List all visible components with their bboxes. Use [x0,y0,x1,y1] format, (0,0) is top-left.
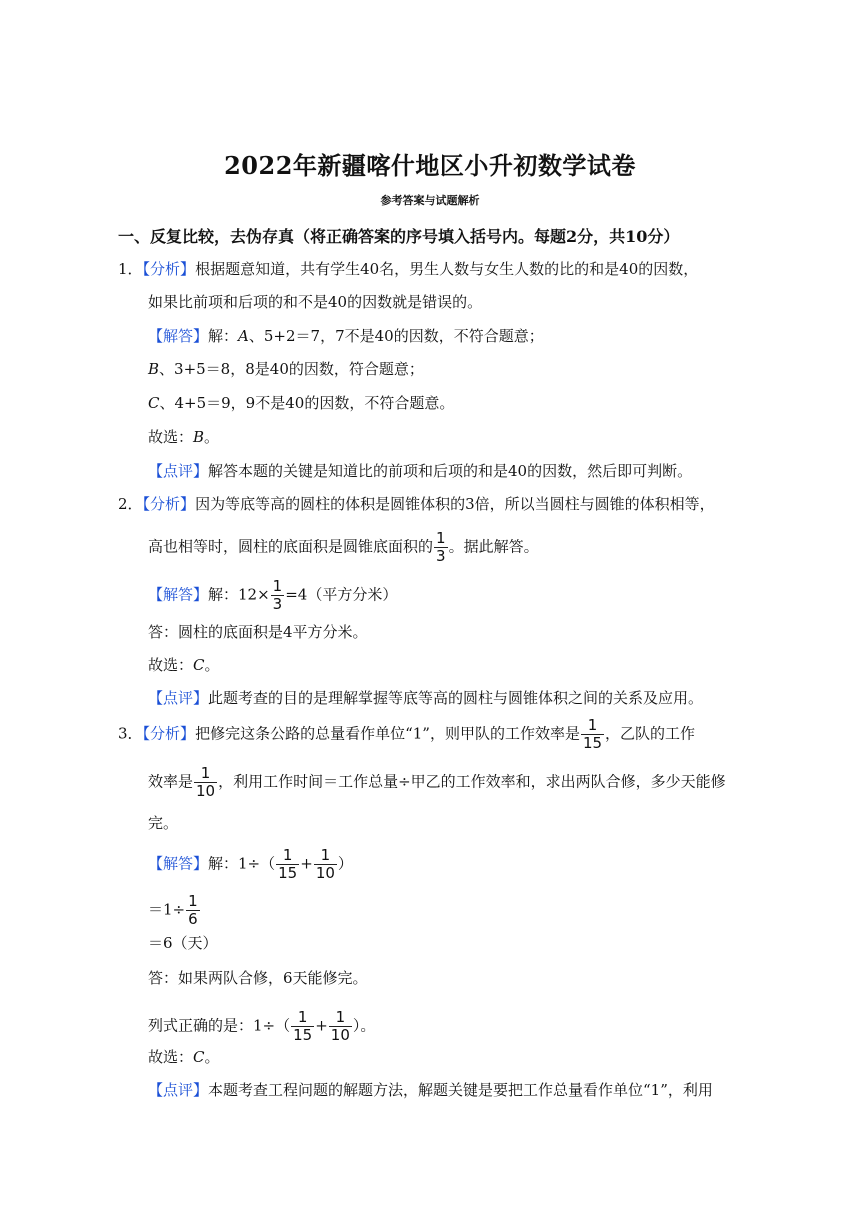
q2-choice-line [148,655,220,675]
q3-choice-line [148,1047,220,1067]
q3-line2-b: ，利用工作时间＝工作总量÷甲乙的工作效率和，求出两队合修，多少天能修 [218,772,726,791]
q1-analysis-text: 根据题意知道，共有学生40名，男生人数与女生人数的比的和是40的因数， [195,260,699,278]
q2-comment-tag: 【点评】 [148,689,209,707]
page-title: 2022年新疆喀什地区小升初数学试卷 [224,151,636,180]
q3-answer-tag: 【解答】 [148,854,209,873]
q3-formula-line [148,1009,375,1044]
q3-analysis-a: 把修完这条公路的总量看作单位“1”，则甲队的工作效率是 [195,724,580,743]
q3-plus: + [300,854,313,873]
fraction-one-sixth: $\frac{1}{6}$ [188,892,198,928]
q3-number: 3． [118,724,143,743]
q1-analysis-tag: 【分析】 [142,260,196,278]
q2-choice-prefix: 故选： [148,656,194,674]
q1-analysis-line-2: 如果比前项和后项的和不是40的因数就是错误的。 [148,293,483,311]
q2-analysis-text-2b: 。据此解答。 [448,537,539,556]
section-heading: 一、反复比较，去伪存真（将正确答案的序号填入括号内。每题2分，共10分） [118,227,680,246]
q3-analysis-tag: 【分析】 [142,724,196,743]
q3-formula-plus: + [315,1016,328,1035]
page-subtitle: 参考答案与试题解析 [380,194,480,207]
q3-comment-text: 本题考查工程问题的解题方法，解题关键是要把工作总量看作单位“1”，利用 [208,1081,713,1099]
q3-analysis-line-3: 完。 [148,814,179,832]
q1-option-b-line [148,359,424,379]
q3-analysis-b: ，乙队的工作 [605,724,696,743]
q2-analysis-tag: 【分析】 [142,495,196,513]
q1-option-b-text: 、3+5＝8，8是40的因数，符合题意； [159,360,424,378]
q1-option-c-letter: C [148,394,160,412]
q1-number: 1． [118,260,143,278]
q3-choice-letter: C [193,1048,205,1066]
q3-step-2 [148,893,201,928]
q3-answer-line: 答：如果两队合修，6天能修完。 [148,969,368,987]
q2-answer-tag: 【解答】 [148,585,209,604]
fraction-one-tenth-formula: $\frac{1}{10}$ [330,1008,350,1044]
fraction-one-tenth-solution: $\frac{1}{10}$ [315,846,335,882]
q1-analysis-line [118,259,698,279]
q3-choice-end: 。 [204,1048,220,1066]
q2-analysis-line-2 [148,530,539,565]
q3-comment-tag: 【点评】 [148,1081,209,1099]
q1-comment-text: 解答本题的关键是知道比的前项和后项的和是40的因数，然后即可判断。 [208,462,693,480]
q3-formula-a: 列式正确的是：1÷（ [148,1016,291,1035]
q2-comment-line [148,688,703,708]
q2-comment-text: 此题考查的目的是理解掌握等底等高的圆柱与圆锥体积之间的关系及应用。 [208,689,704,707]
q3-step-3: ＝6（天） [148,934,218,952]
q2-analysis-line [118,494,715,514]
q3-comment-line [148,1080,713,1100]
q2-answer-line: 答：圆柱的底面积是4平方分米。 [148,623,368,641]
fraction-one-fifteenth: $\frac{1}{15}$ [582,716,603,752]
fraction-one-third: $\frac{1}{3}$ [436,529,446,565]
q2-number: 2． [118,495,143,513]
q2-solution-b: =4（平方分米） [285,585,398,604]
fraction-one-third-solution: $\frac{1}{3}$ [272,577,283,613]
q1-answer-tag: 【解答】 [148,327,209,345]
q1-solution-line [148,326,544,346]
q2-analysis-text-2a: 高也相等时，圆柱的底面积是圆锥底面积的 [148,537,434,556]
q1-choice-end: 。 [204,428,220,446]
q1-choice-line [148,427,219,447]
q1-choice-letter: B [193,428,205,446]
fraction-one-fifteenth-solution: $\frac{1}{15}$ [278,846,298,882]
q3-step2-a: ＝1÷ [148,900,186,919]
q3-line2-a: 效率是 [148,772,194,791]
fraction-one-fifteenth-formula: $\frac{1}{15}$ [293,1008,313,1044]
q2-solution-line [148,578,397,613]
q2-choice-end: 。 [204,656,220,674]
q2-solution-a: 解：12× [208,585,270,604]
q3-close: ） [337,854,353,873]
q2-choice-letter: C [193,656,205,674]
q1-option-b-letter: B [148,360,160,378]
q1-choice-prefix: 故选： [148,428,194,446]
q3-choice-prefix: 故选： [148,1048,194,1066]
q1-option-c-text: 、4+5＝9，9不是40的因数，不符合题意。 [159,394,455,412]
q3-solution-a: 解：1÷（ [208,854,276,873]
q3-analysis-line-2 [148,765,726,800]
q1-option-a-text: 、5+2＝7，7不是40的因数，不符合题意； [248,327,544,345]
q3-formula-end: ）。 [352,1016,376,1035]
q1-solution-prefix: 解： [208,327,239,345]
q3-analysis-line [118,717,695,752]
q2-analysis-text: 因为等底等高的圆柱的体积是圆锥体积的3倍，所以当圆柱与圆锥的体积相等， [195,495,715,513]
fraction-one-tenth: $\frac{1}{10}$ [196,764,216,800]
q1-comment-tag: 【点评】 [148,462,209,480]
q1-option-a-letter: A [238,327,249,345]
q3-solution-line [148,847,353,882]
q1-comment-line [148,461,692,481]
q1-option-c-line [148,393,454,413]
